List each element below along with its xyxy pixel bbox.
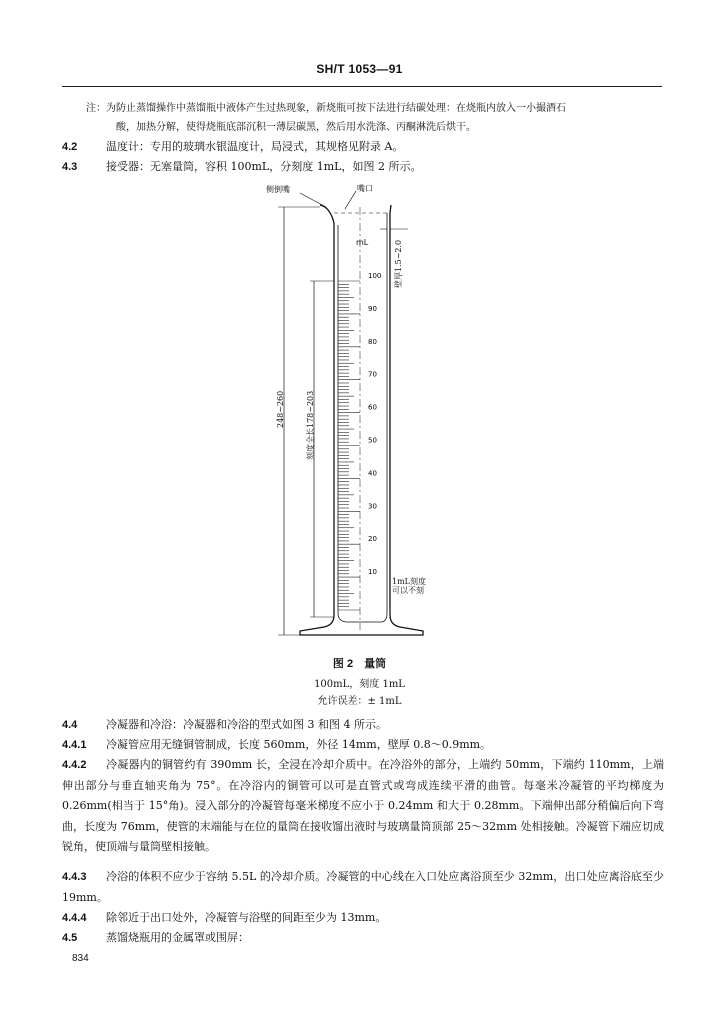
mouth-leader	[345, 191, 356, 209]
section-4-4-2	[62, 755, 664, 858]
graduation-label: 10	[368, 568, 377, 577]
cylinder-outline	[300, 205, 423, 635]
item-number: 4.3	[62, 161, 78, 173]
section-number: 4.4.2	[62, 759, 87, 771]
section-4-4	[62, 715, 662, 735]
section-4-4-1	[62, 735, 662, 755]
section-number: 4.4.1	[62, 739, 87, 751]
graduation-label: 20	[368, 535, 377, 544]
label-bottom-note	[392, 577, 426, 595]
note	[86, 99, 646, 137]
graduation-label: 70	[368, 370, 377, 379]
page-number: 834	[72, 953, 89, 964]
item-text: 温度计：专用的玻璃水银温度计，局浸式，其规格见附录 A。	[106, 140, 404, 153]
spout-leader	[300, 193, 326, 207]
graduation-label: 80	[368, 337, 377, 346]
label-wall-thickness: 壁厚1.5~2.0	[394, 239, 403, 288]
label-mouth: 嘴口	[357, 184, 373, 193]
note-line-1: 注：为防止蒸馏操作中蒸馏瓶中液体产生过热现象，新烧瓶可按下法进行结碳处理：在烧瓶内放入一小撮酒石	[86, 103, 566, 114]
item-4-3	[62, 157, 662, 177]
label-scale-length: 刻度全长178~203	[306, 390, 315, 460]
bottom-note-2: 可以不刻	[392, 586, 424, 595]
graduation-ticks	[338, 281, 360, 610]
section-4-5	[62, 928, 662, 948]
section-4-4-4	[62, 908, 662, 928]
label-unit: mL	[356, 238, 369, 247]
section-number: 4.4	[62, 719, 78, 731]
item-number: 4.2	[62, 141, 78, 153]
figure-caption-title: 图 2 量筒	[332, 658, 387, 670]
section-text: 冷凝管应用无缝铜管制成，长度 560mm，外径 14mm，壁厚 0.8～0.9mm。	[106, 738, 492, 751]
section-number: 4.5	[62, 932, 78, 944]
section-number: 4.4.4	[62, 912, 87, 924]
figure-caption-line-2: 允许误差：± 1mL	[317, 696, 402, 707]
section-4-4-3	[62, 867, 664, 908]
graduation-label: 50	[368, 436, 377, 445]
section-number: 4.4.3	[62, 871, 87, 883]
label-spout: 侧倒嘴	[266, 185, 290, 194]
label-total-height: 248~260	[276, 390, 285, 428]
cylinder-figure	[260, 185, 460, 645]
section-text: 蒸馏烧瓶用的金属罩或围屏：	[106, 931, 249, 944]
item-4-2	[62, 137, 662, 157]
bottom-note-1: 1mL刻度	[392, 577, 426, 586]
graduation-label: 100	[368, 272, 382, 280]
note-line-2: 酸，加热分解，使得烧瓶底部沉积一薄层碳黑，然后用水洗涤、丙酮淋洗后烘干。	[116, 122, 476, 133]
section-text: 除邻近于出口处外，冷凝管与浴壁的间距至少为 13mm。	[106, 911, 387, 924]
graduation-label: 40	[368, 469, 377, 478]
figure-caption-line-1: 100mL，刻度 1mL	[314, 679, 405, 690]
graduation-label: 30	[368, 502, 377, 511]
header-rule	[62, 86, 662, 87]
item-text: 接受器：无塞量筒，容积 100mL，分刻度 1mL，如图 2 所示。	[106, 160, 422, 173]
section-text: 冷凝器和冷浴：冷凝器和冷浴的型式如图 3 和图 4 所示。	[106, 718, 387, 731]
section-text: 冷浴的体积不应少于容纳 5.5L 的冷却介质。冷凝管的中心线在入口处应离浴顶至少 32mm，出口处应离浴底至少 19mm。	[62, 870, 664, 904]
graduation-label: 60	[368, 403, 377, 412]
graduation-labels	[368, 272, 381, 576]
section-text: 冷凝器内的铜管约有 390mm 长，全浸在冷却介质中。在冷浴外的部分，上端约 50mm，下端约 110mm，上端伸出部分与垂直轴夹角为 75°。在冷浴内的铜管可以可是直管式或弯成连续平滑的曲管。每毫米冷凝管的平均梯度为 0.26mm(相当于 15°角)。浸入部分的冷凝管每毫米梯度不应小于 0.24mm 和大于 0.28mm。下端伸出部分稍偏后向下弯曲，长度为 76mm，使管的末端能与在位的量筒在接收馏出液时与玻璃量筒顶部 25～32mm 处相接触。冷凝管下端应切成锐角，使顶端与量筒壁相接触。	[62, 758, 664, 853]
graduation-label: 90	[368, 304, 377, 313]
page-header: SH/T 1053—91	[316, 62, 403, 76]
